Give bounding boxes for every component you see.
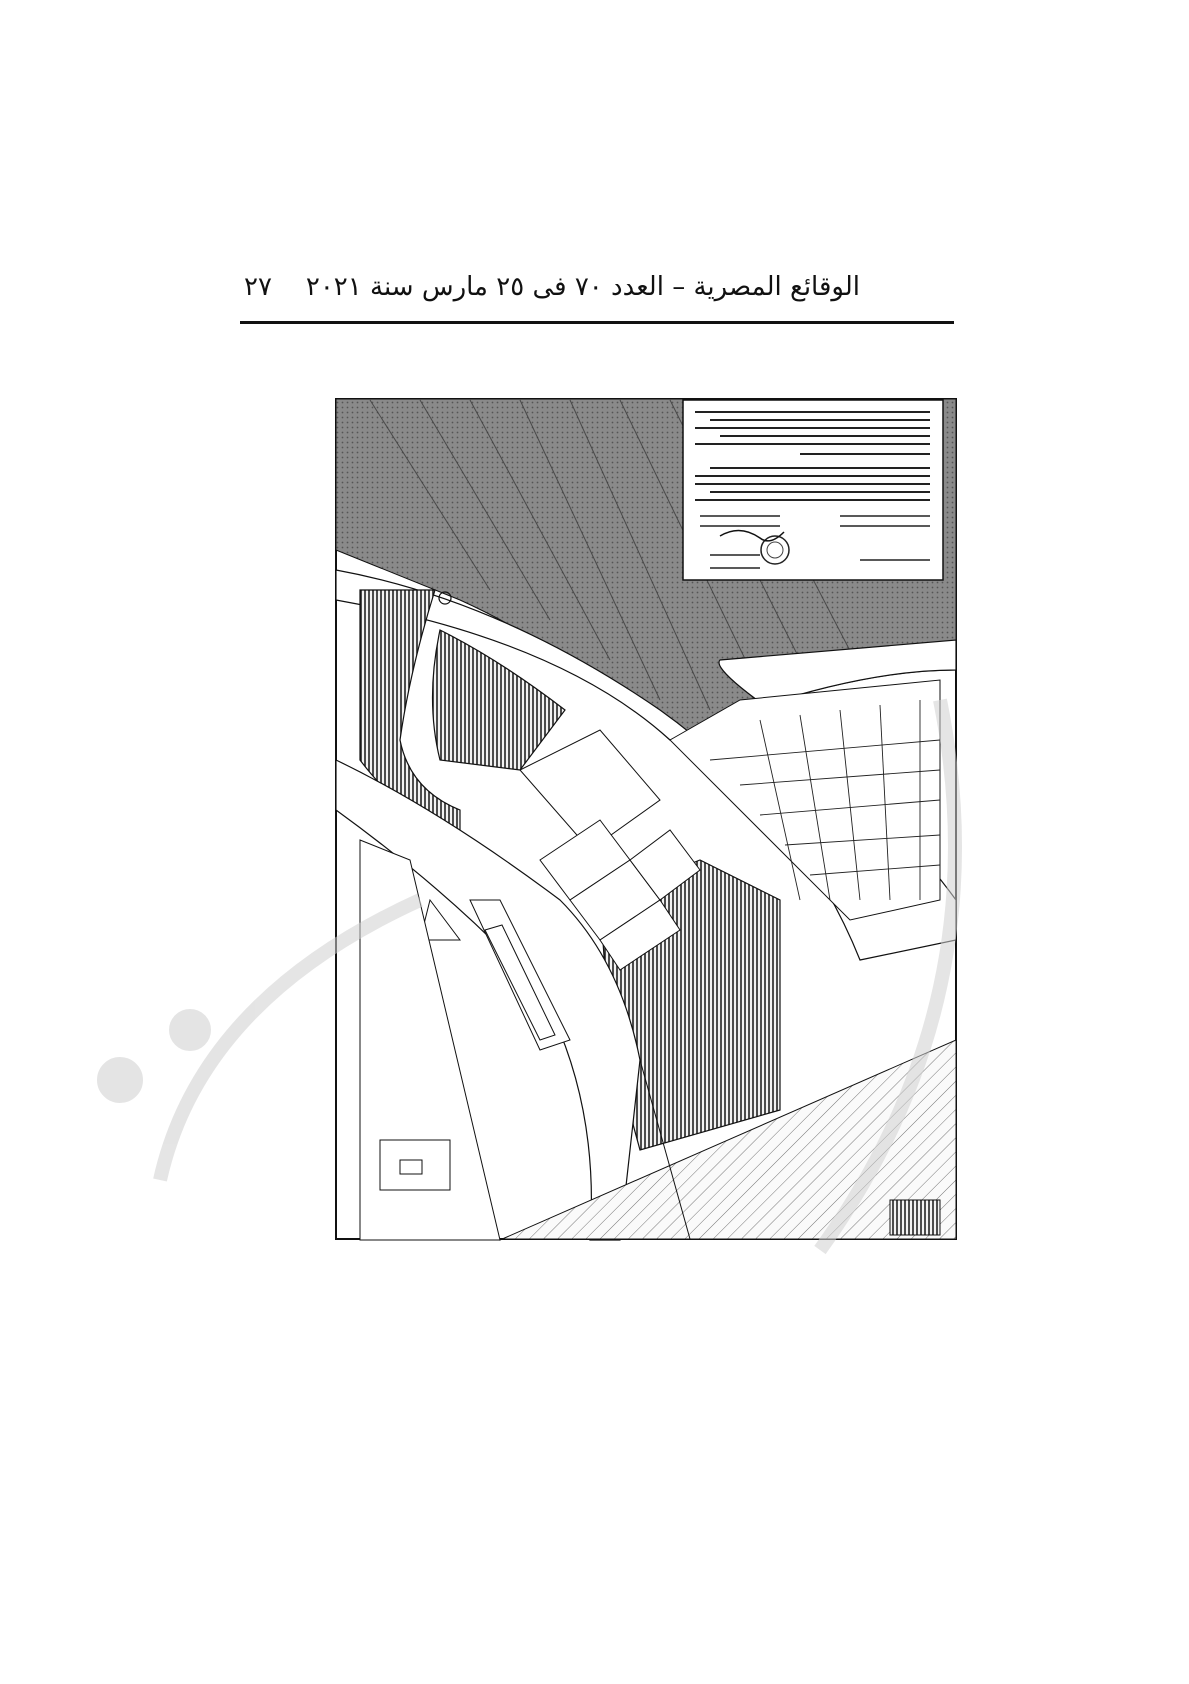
map-drawing: [240, 340, 960, 1300]
approval-block: [683, 400, 943, 580]
header-divider: [240, 321, 954, 324]
page-header: [240, 270, 960, 310]
gazette-issue-title: الوقائع المصرية – العدد ٧٠ فى ٢٥ مارس سنة ٢٠٢١: [305, 272, 860, 302]
page-number: ٢٧: [244, 272, 272, 302]
site-plan-map: [240, 340, 960, 1300]
